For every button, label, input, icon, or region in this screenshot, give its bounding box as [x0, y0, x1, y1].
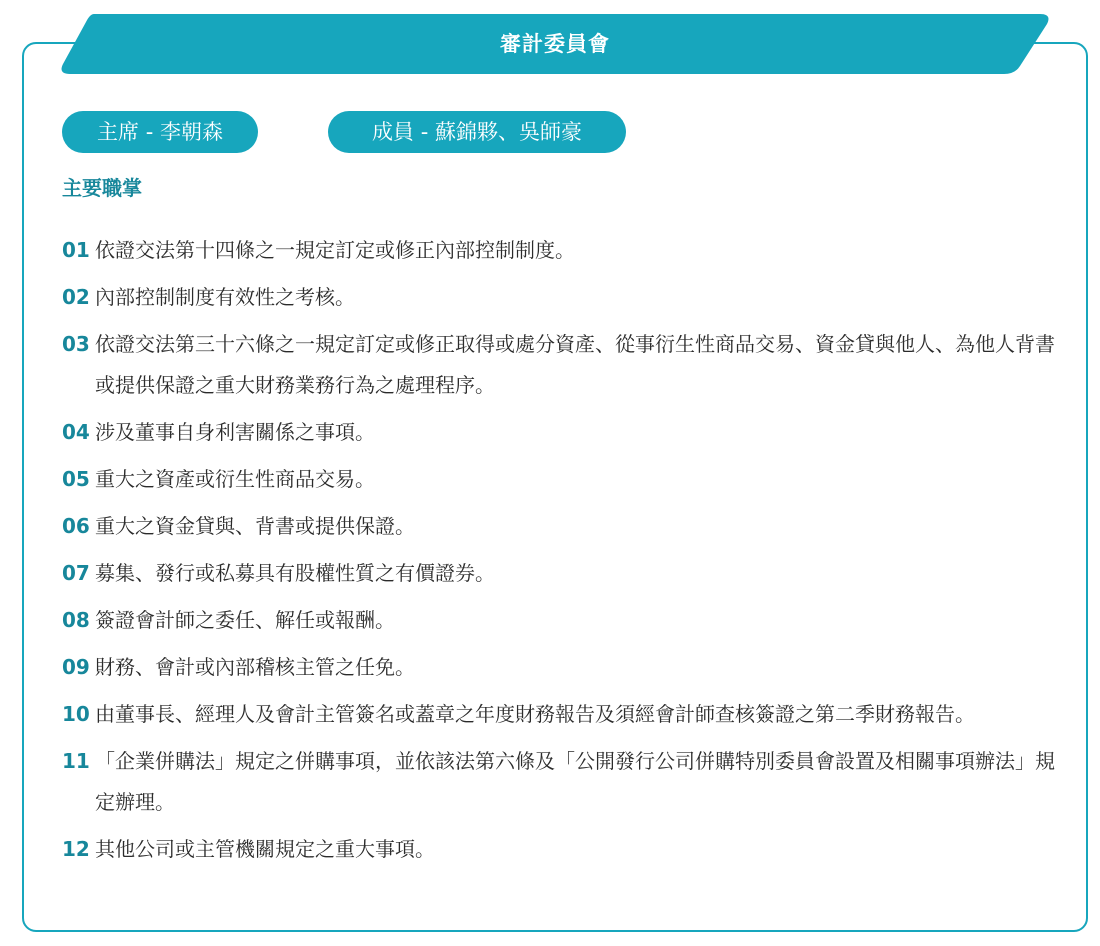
duty-item	[62, 647, 1062, 688]
duty-item	[62, 741, 1062, 823]
duty-number: 12	[62, 837, 90, 861]
section-title: 主要職掌	[62, 176, 142, 200]
duty-text: 募集、發行或私募具有股權性質之有價證券。	[95, 561, 495, 585]
duty-number: 03	[62, 332, 90, 356]
duty-item	[62, 324, 1062, 406]
duty-item	[62, 459, 1062, 500]
duty-text: 由董事長、經理人及會計主管簽名或蓋章之年度財務報告及須經會計師查核簽證之第二季財務報告。	[95, 702, 975, 726]
duty-text: 「企業併購法」規定之併購事項，並依該法第六條及「公開發行公司併購特別委員會設置及相關事項辦法」規定辦理。	[95, 749, 1055, 814]
duty-number: 10	[62, 702, 90, 726]
duty-number: 11	[62, 749, 90, 773]
duty-text: 簽證會計師之委任、解任或報酬。	[95, 608, 395, 632]
duty-text: 涉及董事自身利害關係之事項。	[95, 420, 375, 444]
duty-number: 06	[62, 514, 90, 538]
duty-number: 05	[62, 467, 90, 491]
duty-item	[62, 230, 1062, 271]
duty-number: 07	[62, 561, 90, 585]
duty-item	[62, 553, 1062, 594]
duty-item	[62, 694, 1062, 735]
duty-number: 04	[62, 420, 90, 444]
duty-item	[62, 600, 1062, 641]
members-badge: 成員 - 蘇錦夥、吳師豪	[328, 111, 626, 153]
duty-number: 09	[62, 655, 90, 679]
duty-text: 其他公司或主管機關規定之重大事項。	[95, 837, 435, 861]
duty-text: 依證交法第十四條之一規定訂定或修正內部控制制度。	[95, 238, 575, 262]
duty-item	[62, 829, 1062, 870]
duty-item	[62, 506, 1062, 547]
chair-badge: 主席 - 李朝森	[62, 111, 258, 153]
committee-title: 審計委員會	[500, 32, 610, 56]
duty-text: 財務、會計或內部稽核主管之任免。	[95, 655, 415, 679]
committee-banner	[60, 14, 1050, 74]
duty-number: 01	[62, 238, 90, 262]
duty-item	[62, 277, 1062, 318]
duty-item	[62, 412, 1062, 453]
duty-text: 重大之資產或衍生性商品交易。	[95, 467, 375, 491]
duty-text: 重大之資金貸與、背書或提供保證。	[95, 514, 415, 538]
duty-number: 02	[62, 285, 90, 309]
duty-text: 內部控制制度有效性之考核。	[95, 285, 355, 309]
duty-text: 依證交法第三十六條之一規定訂定或修正取得或處分資產、從事衍生性商品交易、資金貸與他人、為他人背書或提供保證之重大財務業務行為之處理程序。	[95, 332, 1055, 397]
duties-list	[62, 230, 1062, 876]
duty-number: 08	[62, 608, 90, 632]
